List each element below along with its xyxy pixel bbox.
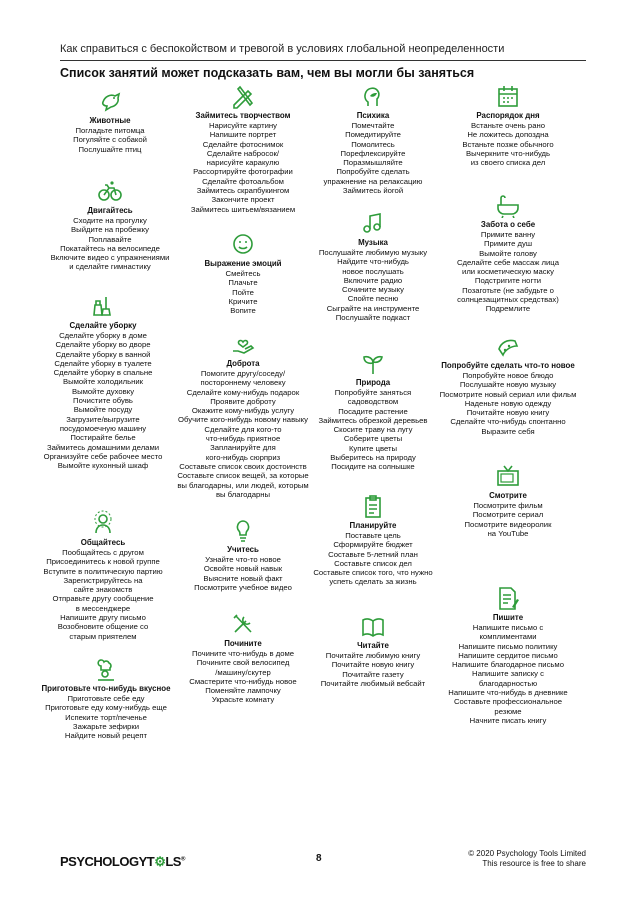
activity-routine bbox=[418, 83, 598, 167]
activity-line: Составьте 5-летний план bbox=[328, 549, 418, 559]
header-divider bbox=[60, 60, 586, 61]
activity-selfcare bbox=[418, 192, 598, 314]
activity-line: Посадите растение bbox=[338, 406, 408, 416]
activity-line: Почитайте любимый вебсайт bbox=[320, 678, 426, 688]
activity-title: Сделайте уборку bbox=[69, 321, 137, 330]
bathtub-icon bbox=[495, 192, 521, 218]
activity-line: Вымойте голову bbox=[479, 248, 537, 258]
lightbulb-icon bbox=[230, 517, 256, 543]
activity-write bbox=[418, 585, 598, 725]
activity-line: и сделайте гимнастику bbox=[69, 262, 151, 272]
activity-line: Освойте новый навык bbox=[203, 564, 283, 574]
activity-line: Постирайте белье bbox=[70, 433, 136, 443]
activity-line: комплиментами bbox=[479, 632, 537, 642]
activity-line: Почитайте газету bbox=[342, 669, 404, 679]
activity-line: в мессенджере bbox=[75, 603, 131, 613]
page-title: Список занятий может подсказать вам, чем вы могли бы заняться bbox=[60, 66, 475, 80]
psychology-tools-logo: PSYCHOLOGYT⚙LS® bbox=[60, 854, 185, 869]
activity-line: Сделайте уборку в спальне bbox=[53, 368, 153, 378]
music-note-icon bbox=[360, 210, 386, 236]
activity-line: Посмотрите сериал bbox=[472, 510, 544, 520]
activity-line: Составьте список того, что нужно bbox=[313, 568, 433, 578]
activity-line: Сделайте фотоальбом bbox=[202, 176, 284, 186]
activity-line: Выясните новый факт bbox=[203, 573, 283, 583]
activity-line: Попробуйте сделать bbox=[336, 167, 410, 177]
activity-line: Сочините музыку bbox=[342, 285, 404, 295]
activity-line: Присоединитесь к новой группе bbox=[46, 557, 160, 567]
clipboard-icon bbox=[360, 493, 386, 519]
activity-line: Напишите портрет bbox=[209, 130, 277, 140]
activity-line: кого-нибудь сюрприз bbox=[205, 452, 281, 462]
activity-line: Возобновите общение со bbox=[57, 622, 149, 632]
activity-line: упражнение на релаксацию bbox=[323, 176, 423, 186]
activity-line: Пойте bbox=[232, 287, 254, 297]
activity-line: Помолитесь bbox=[351, 139, 395, 149]
activity-title: Смотрите bbox=[489, 491, 527, 500]
activity-line: Вычеркните что-нибудь bbox=[465, 148, 551, 158]
activity-line: Напишите письмо политику bbox=[458, 641, 558, 651]
activity-line: благодарностью bbox=[478, 678, 538, 688]
activity-line: Почитайте новую книгу bbox=[331, 660, 415, 670]
activity-line: Смейтесь bbox=[225, 269, 261, 278]
activity-line: Попробуйте новое блюдо bbox=[462, 371, 554, 380]
activity-line: вы благодарны bbox=[215, 489, 271, 499]
activity-line: Встаньте позже обычного bbox=[462, 139, 554, 149]
activity-line: Узнайте что-то новое bbox=[205, 555, 281, 564]
activity-line: Составьте список своих достоинств bbox=[179, 461, 307, 471]
tools-icon bbox=[230, 611, 256, 637]
activity-line: Посмотрите учебное видео bbox=[194, 582, 292, 592]
activity-line: Скосите траву на лугу bbox=[333, 425, 413, 435]
activity-line: Окажите кому-нибудь услугу bbox=[191, 406, 295, 416]
activity-line: на YouTube bbox=[487, 528, 529, 538]
activity-line: сайте знакомств bbox=[73, 585, 133, 595]
cleaning-icon bbox=[90, 293, 116, 319]
activity-line: Соберите цветы bbox=[343, 434, 403, 444]
activity-title: Приготовьте что-нибудь вкусное bbox=[41, 684, 171, 693]
activity-line: Купите цветы bbox=[348, 443, 398, 453]
face-icon bbox=[230, 231, 256, 257]
book-icon bbox=[360, 613, 386, 639]
activity-line: Порефлексируйте bbox=[340, 148, 406, 158]
activity-line: Послушайте любимую музыку bbox=[318, 248, 428, 257]
activity-line: Закончите проект bbox=[211, 195, 275, 205]
activity-title: Выражение эмоций bbox=[204, 259, 282, 268]
activity-line: Составьте профессиональное bbox=[453, 697, 563, 707]
activity-line: Подремлите bbox=[485, 304, 531, 314]
activity-line: Найдите что-нибудь bbox=[337, 257, 409, 267]
page-number: 8 bbox=[316, 853, 322, 864]
activity-line: Плачьте bbox=[228, 278, 258, 288]
activity-line: Рассортируйте фотографии bbox=[193, 167, 293, 177]
activity-line: Поплавайте bbox=[88, 234, 132, 244]
activity-line: Займитесь обрезкой деревьев bbox=[318, 415, 428, 425]
activity-line: Начните писать книгу bbox=[469, 715, 547, 725]
activity-line: Сделайте набросок/ bbox=[206, 148, 280, 158]
activity-line: Вопите bbox=[230, 306, 256, 316]
activity-line: Напишите записку с bbox=[472, 669, 544, 679]
activity-line: Организуйте себе рабочее место bbox=[43, 451, 163, 461]
activity-line: Покатайтесь на велосипеде bbox=[60, 243, 160, 253]
activity-line: или косметическую маску bbox=[462, 267, 554, 277]
activity-line: успеть сделать за жизнь bbox=[329, 577, 417, 587]
activity-title: Займитесь творчеством bbox=[195, 111, 291, 120]
activity-line: Зажарьте зефирки bbox=[72, 721, 140, 731]
activity-line: Послушайте новую музыку bbox=[459, 380, 557, 390]
activity-title: Забота о себе bbox=[480, 220, 536, 229]
activity-line: постороннему человеку bbox=[200, 378, 286, 388]
activity-line: Спойте песню bbox=[347, 294, 399, 304]
activity-line: Напишите письмо с bbox=[472, 623, 544, 632]
activity-line: Примите душ bbox=[483, 239, 533, 249]
activity-title: Музыка bbox=[358, 238, 388, 247]
activity-line: посудомоечную машину bbox=[59, 423, 147, 433]
activity-line: Приготовьте еду кому-нибудь еще bbox=[45, 703, 167, 713]
hand-heart-icon bbox=[230, 331, 256, 357]
activity-line: Сделайте уборку во дворе bbox=[55, 340, 151, 350]
bicycle-icon bbox=[97, 178, 123, 204]
activity-line: нарисуйте каракулю bbox=[206, 158, 280, 168]
activity-line: Посмотрите видеоролик bbox=[464, 519, 552, 529]
activity-line: новое послушать bbox=[342, 266, 404, 276]
activity-line: Выберитесь на природу bbox=[330, 453, 416, 463]
activity-line: Включите видео с упражнениями bbox=[50, 253, 170, 263]
activity-title: Двигайтесь bbox=[87, 206, 133, 215]
activity-line: Отправьте другу сообщение bbox=[52, 594, 154, 604]
copyright-notice bbox=[468, 849, 586, 869]
activity-line: Кричите bbox=[228, 296, 258, 306]
activity-line: Смастерите что-нибудь новое bbox=[189, 676, 297, 686]
activity-line: Напишите другу письмо bbox=[60, 613, 146, 623]
activity-line: Попробуйте заняться bbox=[334, 388, 412, 397]
activity-line: Загрузите/выгрузите bbox=[66, 414, 140, 424]
activity-line: Сделайте кому-нибудь подарок bbox=[186, 387, 300, 397]
activity-line: Наденьте новую одежду bbox=[464, 398, 552, 408]
activity-title: Психика bbox=[356, 111, 390, 120]
activity-line: Займитесь йогой bbox=[342, 186, 404, 196]
activity-line: Займитесь шитьем/вязанием bbox=[190, 204, 296, 214]
activity-line: старым приятелем bbox=[69, 631, 137, 641]
activity-line: Почините что-нибудь в доме bbox=[191, 649, 295, 658]
activity-watch bbox=[418, 463, 598, 538]
activity-line: Подстригите ногти bbox=[474, 276, 542, 286]
activity-title: Животные bbox=[89, 116, 131, 125]
activity-line: Послушайте подкаст bbox=[335, 313, 411, 323]
activity-line: Сделайте уборку в туалете bbox=[54, 358, 152, 368]
share-line: This resource is free to share bbox=[482, 859, 586, 868]
activity-line: Займитесь домашними делами bbox=[46, 442, 160, 452]
activity-line: Вымойте холодильник bbox=[62, 377, 144, 387]
activity-line: Сделайте что-нибудь спонтанно bbox=[450, 417, 566, 427]
activity-line: Погуляйте с собакой bbox=[73, 135, 147, 145]
activity-line: Запланируйте для bbox=[210, 443, 276, 453]
activity-line: /машину/скутер bbox=[215, 667, 271, 677]
activity-line: из своего списка дел bbox=[470, 158, 546, 168]
activity-line: Выразите себя bbox=[481, 426, 535, 436]
activity-line: Составьте список вещей, за которые bbox=[177, 471, 309, 481]
activity-line: Помедитируйте bbox=[345, 130, 401, 140]
activity-title: Читайте bbox=[357, 641, 389, 650]
activity-line: Поразмышляйте bbox=[343, 158, 403, 168]
activity-line: Сделайте уборку в ванной bbox=[55, 349, 151, 359]
activity-line: Обучите кого-нибудь новому навыку bbox=[178, 415, 308, 425]
activity-line: Вымойте кухонный шкаф bbox=[57, 461, 149, 471]
activity-line: Вступите в политическую партию bbox=[43, 566, 163, 576]
calendar-icon bbox=[495, 83, 521, 109]
activity-newthing bbox=[418, 333, 598, 436]
snack-icon bbox=[495, 333, 521, 359]
activity-line: Посмотрите фильм bbox=[473, 501, 543, 510]
activity-line: Почитайте новую книгу bbox=[466, 408, 550, 418]
activity-line: Включите радио bbox=[343, 275, 403, 285]
activity-line: Зарегистрируйтесь на bbox=[63, 575, 143, 585]
activity-title: Пишите bbox=[492, 613, 524, 622]
activity-line: Напишите что-нибудь в дневнике bbox=[448, 688, 568, 698]
activity-line: Посмотрите новый сериал или фильм bbox=[439, 389, 577, 399]
activity-line: Примите ванну bbox=[480, 230, 536, 239]
activity-line: Нарисуйте картину bbox=[208, 121, 278, 130]
people-icon bbox=[90, 510, 116, 536]
activity-line: Сделайте себе массаж лица bbox=[457, 257, 559, 267]
activity-title: Распорядок дня bbox=[476, 111, 540, 120]
activity-title: Общайтесь bbox=[80, 538, 126, 547]
bird-icon bbox=[97, 88, 123, 114]
activity-title: Почините bbox=[224, 639, 262, 648]
activity-line: резюме bbox=[494, 706, 522, 716]
activity-line: Сыграйте на инструменте bbox=[326, 303, 420, 313]
activity-line: Приготовьте себе еду bbox=[67, 694, 145, 703]
activity-line: Испеките торт/печенье bbox=[65, 712, 147, 722]
chef-icon bbox=[93, 656, 119, 682]
activity-line: Поменяйте лампочку bbox=[205, 686, 281, 696]
activity-line: Украсьте комнату bbox=[211, 695, 275, 705]
activity-line: Пообщайтесь с другом bbox=[62, 548, 144, 557]
activity-title: Планируйте bbox=[349, 521, 397, 530]
tv-icon bbox=[495, 463, 521, 489]
pencil-brush-icon bbox=[230, 83, 256, 109]
activity-line: Погладьте питомца bbox=[75, 126, 145, 135]
activity-title: Попробуйте сделать что-то новое bbox=[441, 361, 575, 370]
activity-line: Составьте список дел bbox=[334, 558, 412, 568]
activity-line: солнцезащитных средствах) bbox=[457, 295, 559, 305]
page-header: Как справиться с беспокойством и тревогой в условиях глобальной неопределенности bbox=[60, 43, 505, 55]
activity-line: Напишите благодарное письмо bbox=[452, 660, 564, 670]
activity-line: Не ложитесь допоздна bbox=[467, 130, 549, 140]
sprout-icon bbox=[360, 350, 386, 376]
head-leaf-icon bbox=[360, 83, 386, 109]
activity-line: Сходите на прогулку bbox=[73, 216, 147, 225]
activity-line: Проявите доброту bbox=[210, 396, 276, 406]
activity-line: Вымойте посуду bbox=[73, 405, 133, 415]
activity-line: Поставьте цель bbox=[345, 531, 401, 540]
copyright-line: © 2020 Psychology Tools Limited bbox=[468, 849, 586, 858]
activity-line: Займитесь скрапбукингом bbox=[196, 186, 290, 196]
activity-line: Помогите другу/соседу/ bbox=[200, 369, 286, 378]
activity-line: Сделайте уборку в доме bbox=[59, 331, 147, 340]
activity-line: Найдите новый рецепт bbox=[64, 731, 148, 741]
activity-line: Встаньте очень рано bbox=[470, 121, 546, 130]
activity-line: Посидите на солнышке bbox=[331, 462, 415, 472]
activity-line: что-нибудь приятное bbox=[205, 434, 281, 444]
document-pen-icon bbox=[495, 585, 521, 611]
activity-line: вы благодарны, или людей, которым bbox=[177, 480, 309, 490]
activity-line: Почистите обувь bbox=[73, 396, 133, 406]
activity-title: Учитесь bbox=[227, 545, 259, 554]
activity-line: садоводством bbox=[347, 397, 399, 407]
activity-line: Вымойте духовку bbox=[71, 386, 135, 396]
activity-line: Сделайте для кого-то bbox=[204, 424, 282, 434]
activity-line: Сформируйте бюджет bbox=[333, 540, 413, 550]
activity-title: Доброта bbox=[226, 359, 260, 368]
activity-line: Напишите сердитое письмо bbox=[458, 650, 558, 660]
activity-line: Позаготьте (не забудьте о bbox=[462, 285, 554, 295]
activity-line: Выйдите на пробежку bbox=[71, 225, 149, 235]
activity-line: Почините свой велосипед bbox=[196, 658, 290, 668]
activity-line: Помечтайте bbox=[351, 121, 395, 130]
activity-line: Почитайте любимую книгу bbox=[325, 651, 421, 660]
activity-line: Сделайте фотоснимок bbox=[202, 139, 284, 149]
activity-line: Послушайте птиц bbox=[78, 144, 142, 154]
activity-title: Природа bbox=[355, 378, 391, 387]
